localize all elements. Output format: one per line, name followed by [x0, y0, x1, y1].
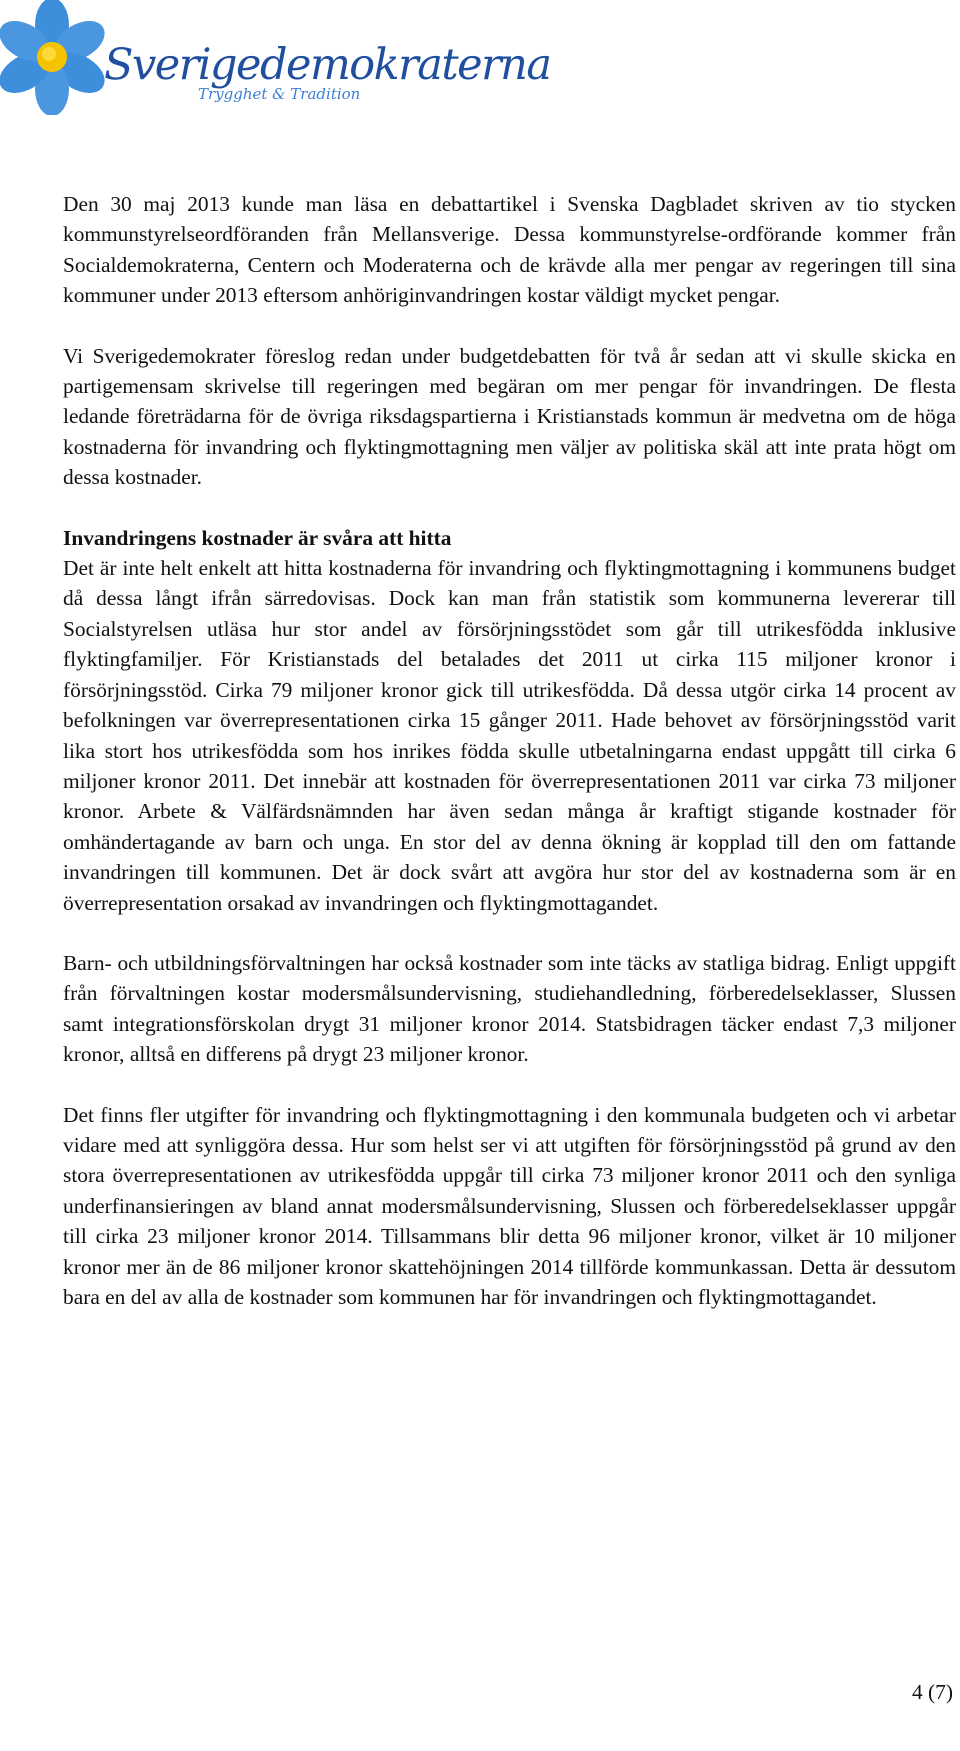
logo-party-name: Sverigedemokraterna [104, 40, 551, 90]
section-heading: Invandringens kostnader är svåra att hitta [63, 525, 452, 550]
logo-tagline: Trygghet & Tradition [198, 85, 361, 103]
page-number: 4 (7) [912, 1680, 953, 1704]
paragraph-3: Det är inte helt enkelt att hitta kostnaderna för invandring och flyktingmottagning i kommunens budget då dessa långt ifrån särredovisas. Dock kan man från statistik som kommunerna levererar till Socialstyrelsen utläsa hur stor andel av försörjningsstödet som går till utrikesfödda inklusive flyktingfamiljer. För Kristianstads del betalades det 2011 ut cirka 115 miljoner kronor i försörjningsstöd. Cirka 79 miljoner kronor gick till utrikesfödda. Då dessa utgör cirka 14 procent av befolkningen var överrepresentationen cirka 15 gånger 2011. Hade behovet av försörjningsstöd varit lika stort hos utrikesfödda som hos inrikes födda skulle utbetalningarna endast uppgått till cirka 6 miljoner kronor 2011. Det innebär att kostnaden för överrepresentationen 2011 var cirka 73 miljoner kronor. Arbete & Välfärdsnämnden har även sedan många år kraftigt stigande kostnader för omhändertagande av barn och unga. En stor del av denna ökning är kopplad till den om fattande invandringen till kommunen. Det är dock svårt att avgöra hur stor del av kostnaderna som är en överrepresentation orsakad av invandringen och flyktingmottagandet. [63, 556, 956, 915]
document-body [63, 189, 956, 1312]
paragraph-1: Den 30 maj 2013 kunde man läsa en debattartikel i Svenska Dagbladet skriven av tio stycken kommunstyrelseordföranden från Mellansverige. Dessa kommunstyrelse-ordförande kommer från Socialdemokraterna, Centern och Moderaterna och de krävde alla mer pengar av regeringen till sina kommuner under 2013 eftersom anhöriginvandringen kostar väldigt mycket pengar. [63, 192, 956, 308]
paragraph-5: Det finns fler utgifter för invandring och flyktingmottagning i den kommunala budgeten och vi arbetar vidare med att synliggöra dessa. Hur som helst ser vi att utgiften för försörjningsstöd på grund av den stora överrepresentationen av utrikesfödda uppgår till cirka 73 miljoner kronor 2011 och den synliga underfinansieringen av bland annat modersmålsundervisning, Slussen och förberedelseklasser uppgår till cirka 23 miljoner kronor 2014. Tillsammans blir detta 96 miljoner kronor, vilket är 10 miljoner kronor mer än de 86 miljoner kronor skattehöjningen 2014 tillförde kommunkassan. Detta är dessutom bara en del av alla de kostnader som kommunen har för invandringen och flyktingmottagandet. [63, 1102, 956, 1309]
paragraph-4: Barn- och utbildningsförvaltningen har också kostnader som inte täcks av statliga bidrag. Enligt uppgift från förvaltningen kostar modersmålsundervisning, studiehandledning, förberedelseklasser, Slussen samt integrationsförskolan drygt 31 miljoner kronor 2014. Statsbidragen täcker endast 7,3 miljoner kronor, alltså en differens på drygt 23 miljoner kronor. [63, 950, 956, 1067]
party-logo [0, 0, 551, 120]
paragraph-2: Vi Sverigedemokrater föreslog redan under budgetdebatten för två år sedan att vi skulle skicka en partigemensam skrivelse till regeringen med begäran om mer pengar för invandringen. De flesta ledande företrädarna för de övriga riksdagspartierna i Kristianstads kommun är medvetna om de höga kostnaderna för invandring och flyktingmottagning men väljer av politiska skäl att inte prata högt om dessa kostnader. [63, 343, 956, 490]
flower-logo-icon [0, 0, 110, 115]
